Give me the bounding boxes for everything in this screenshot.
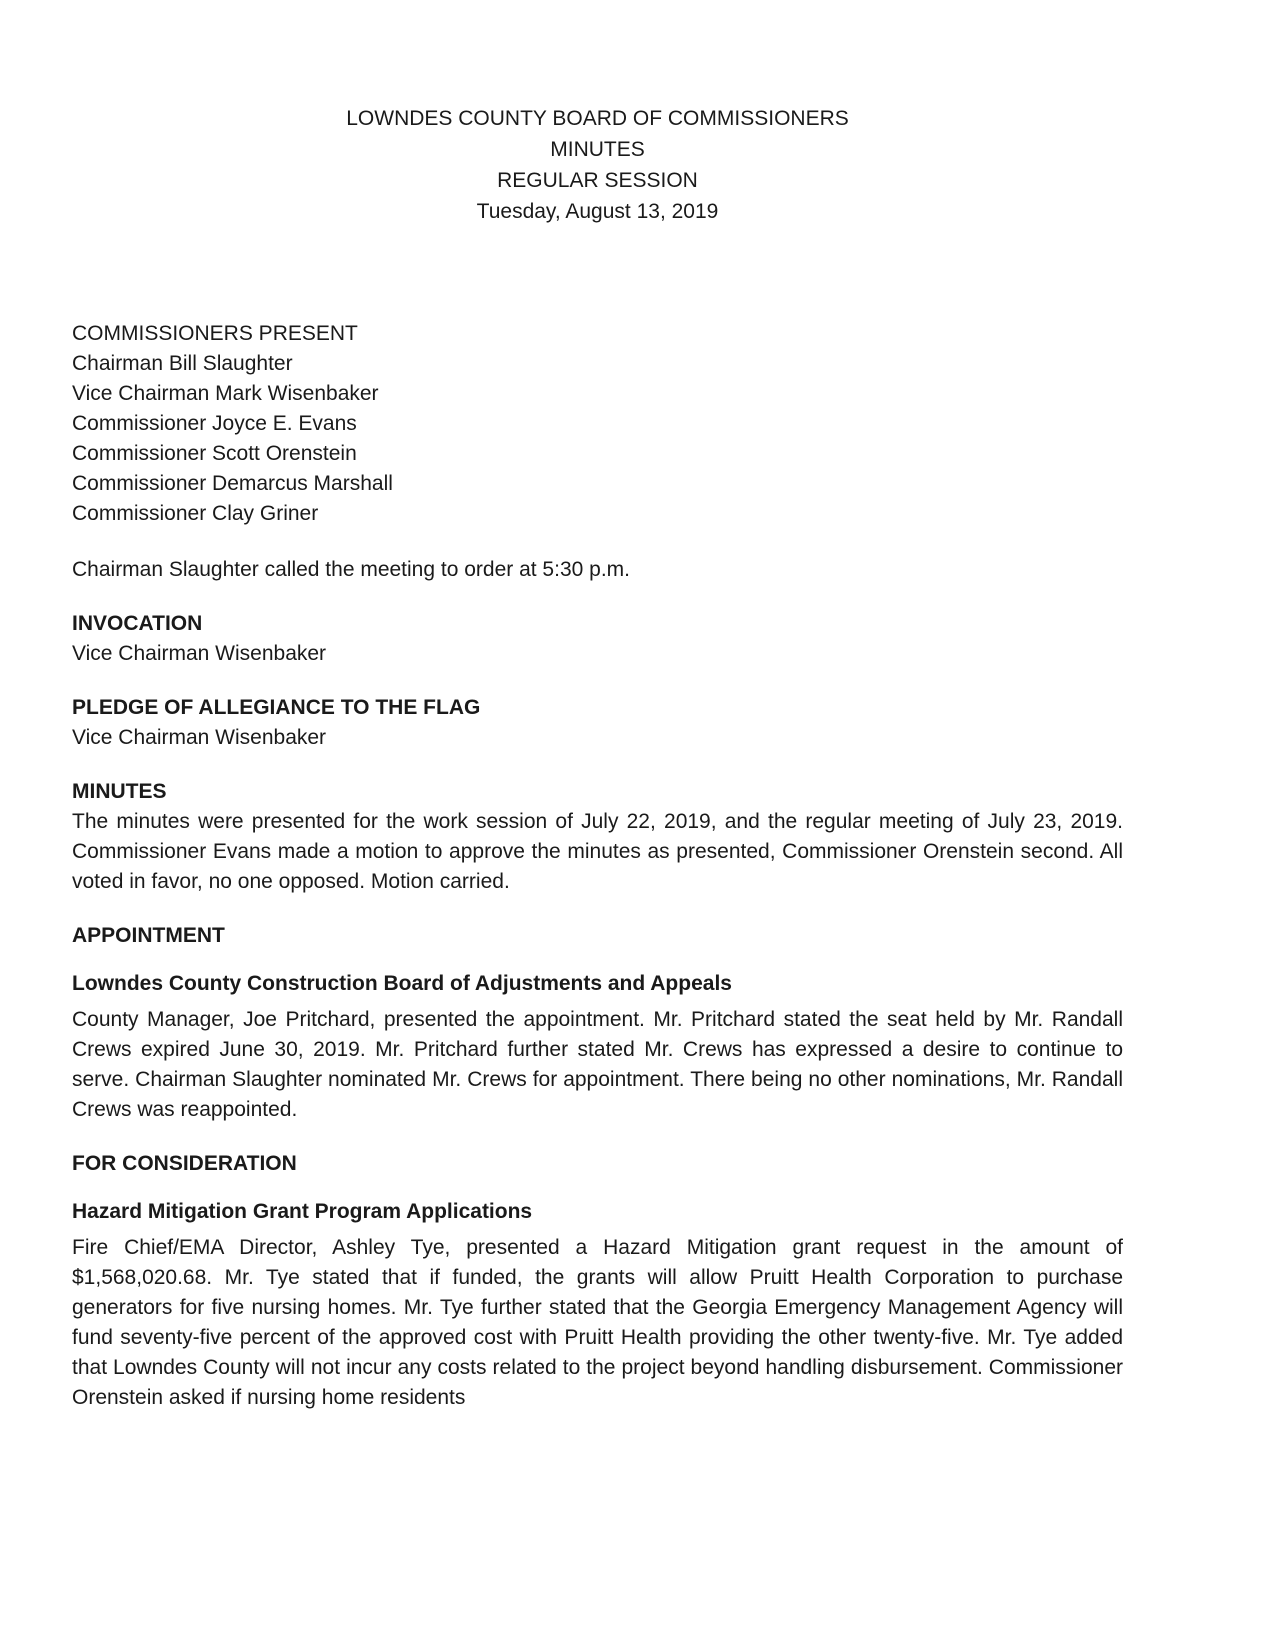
hazard-mitigation-paragraph: Fire Chief/EMA Director, Ashley Tye, presented a Hazard Mitigation grant request in the amount of $1,568,020.68. Mr. Tye stated that if funded, the grants will allow Pruitt Health Corporation to purchase generators for five nursing homes. Mr. Tye further stated that the Georgia Emergency Management Agency will fund seventy-five percent of the approved cost with Pruitt Health providing the other twenty-five. Mr. Tye added that Lowndes County will not incur any costs related to the project beyond handling disbursement. Commissioner Orenstein asked if nursing home residents — [72, 1236, 1123, 1409]
call-to-order-paragraph: Chairman Slaughter called the meeting to order at 5:30 p.m. — [72, 558, 630, 581]
pledge-body: Vice Chairman Wisenbaker — [72, 726, 327, 749]
hazard-mitigation-item-heading: Hazard Mitigation Grant Program Applications — [72, 1200, 533, 1223]
header-date-line: Tuesday, August 13, 2019 — [476, 200, 719, 223]
appointment-item-heading: Lowndes County Construction Board of Adjustments and Appeals — [72, 972, 732, 995]
attendee-name: Commissioner Demarcus Marshall — [72, 472, 393, 495]
header-doc-type-line: MINUTES — [550, 138, 645, 161]
minutes-paragraph: The minutes were presented for the work session of July 22, 2019, and the regular meeting of July 23, 2019. Commissioner Evans made a motion to approve the minutes as presented, Commissioner Orenstein second. All voted in favor, no one opposed. Motion carried. — [72, 810, 1123, 893]
section-heading-invocation: INVOCATION — [72, 612, 203, 635]
attendee-name: Commissioner Joyce E. Evans — [72, 412, 357, 435]
section-heading-minutes: MINUTES — [72, 780, 167, 803]
attendee-name: Commissioner Scott Orenstein — [72, 442, 357, 465]
attendance-section — [72, 319, 1123, 529]
minutes-section — [72, 777, 1123, 897]
invocation-body: Vice Chairman Wisenbaker — [72, 642, 327, 665]
attendee-name: Vice Chairman Mark Wisenbaker — [72, 382, 379, 405]
for-consideration-section — [72, 1149, 1123, 1413]
pledge-section — [72, 693, 1123, 753]
section-heading-for-consideration: FOR CONSIDERATION — [72, 1152, 297, 1175]
attendance-heading: COMMISSIONERS PRESENT — [72, 322, 358, 345]
appointment-paragraph: County Manager, Joe Pritchard, presented the appointment. Mr. Pritchard stated the seat held by Mr. Randall Crews expired June 30, 2019. Mr. Pritchard further stated Mr. Crews has expressed a desire to continue to serve. Chairman Slaughter nominated Mr. Crews for appointment. There being no other nominations, Mr. Randall Crews was reappointed. — [72, 1008, 1123, 1121]
appointment-section — [72, 921, 1123, 1125]
header-org-line: LOWNDES COUNTY BOARD OF COMMISSIONERS — [346, 107, 849, 130]
document-header — [72, 103, 1123, 227]
invocation-section — [72, 609, 1123, 669]
attendee-name: Commissioner Clay Griner — [72, 502, 319, 525]
section-heading-pledge: PLEDGE OF ALLEGIANCE TO THE FLAG — [72, 696, 481, 719]
section-heading-appointment: APPOINTMENT — [72, 924, 225, 947]
header-session-line: REGULAR SESSION — [497, 169, 698, 192]
attendee-name: Chairman Bill Slaughter — [72, 352, 293, 375]
